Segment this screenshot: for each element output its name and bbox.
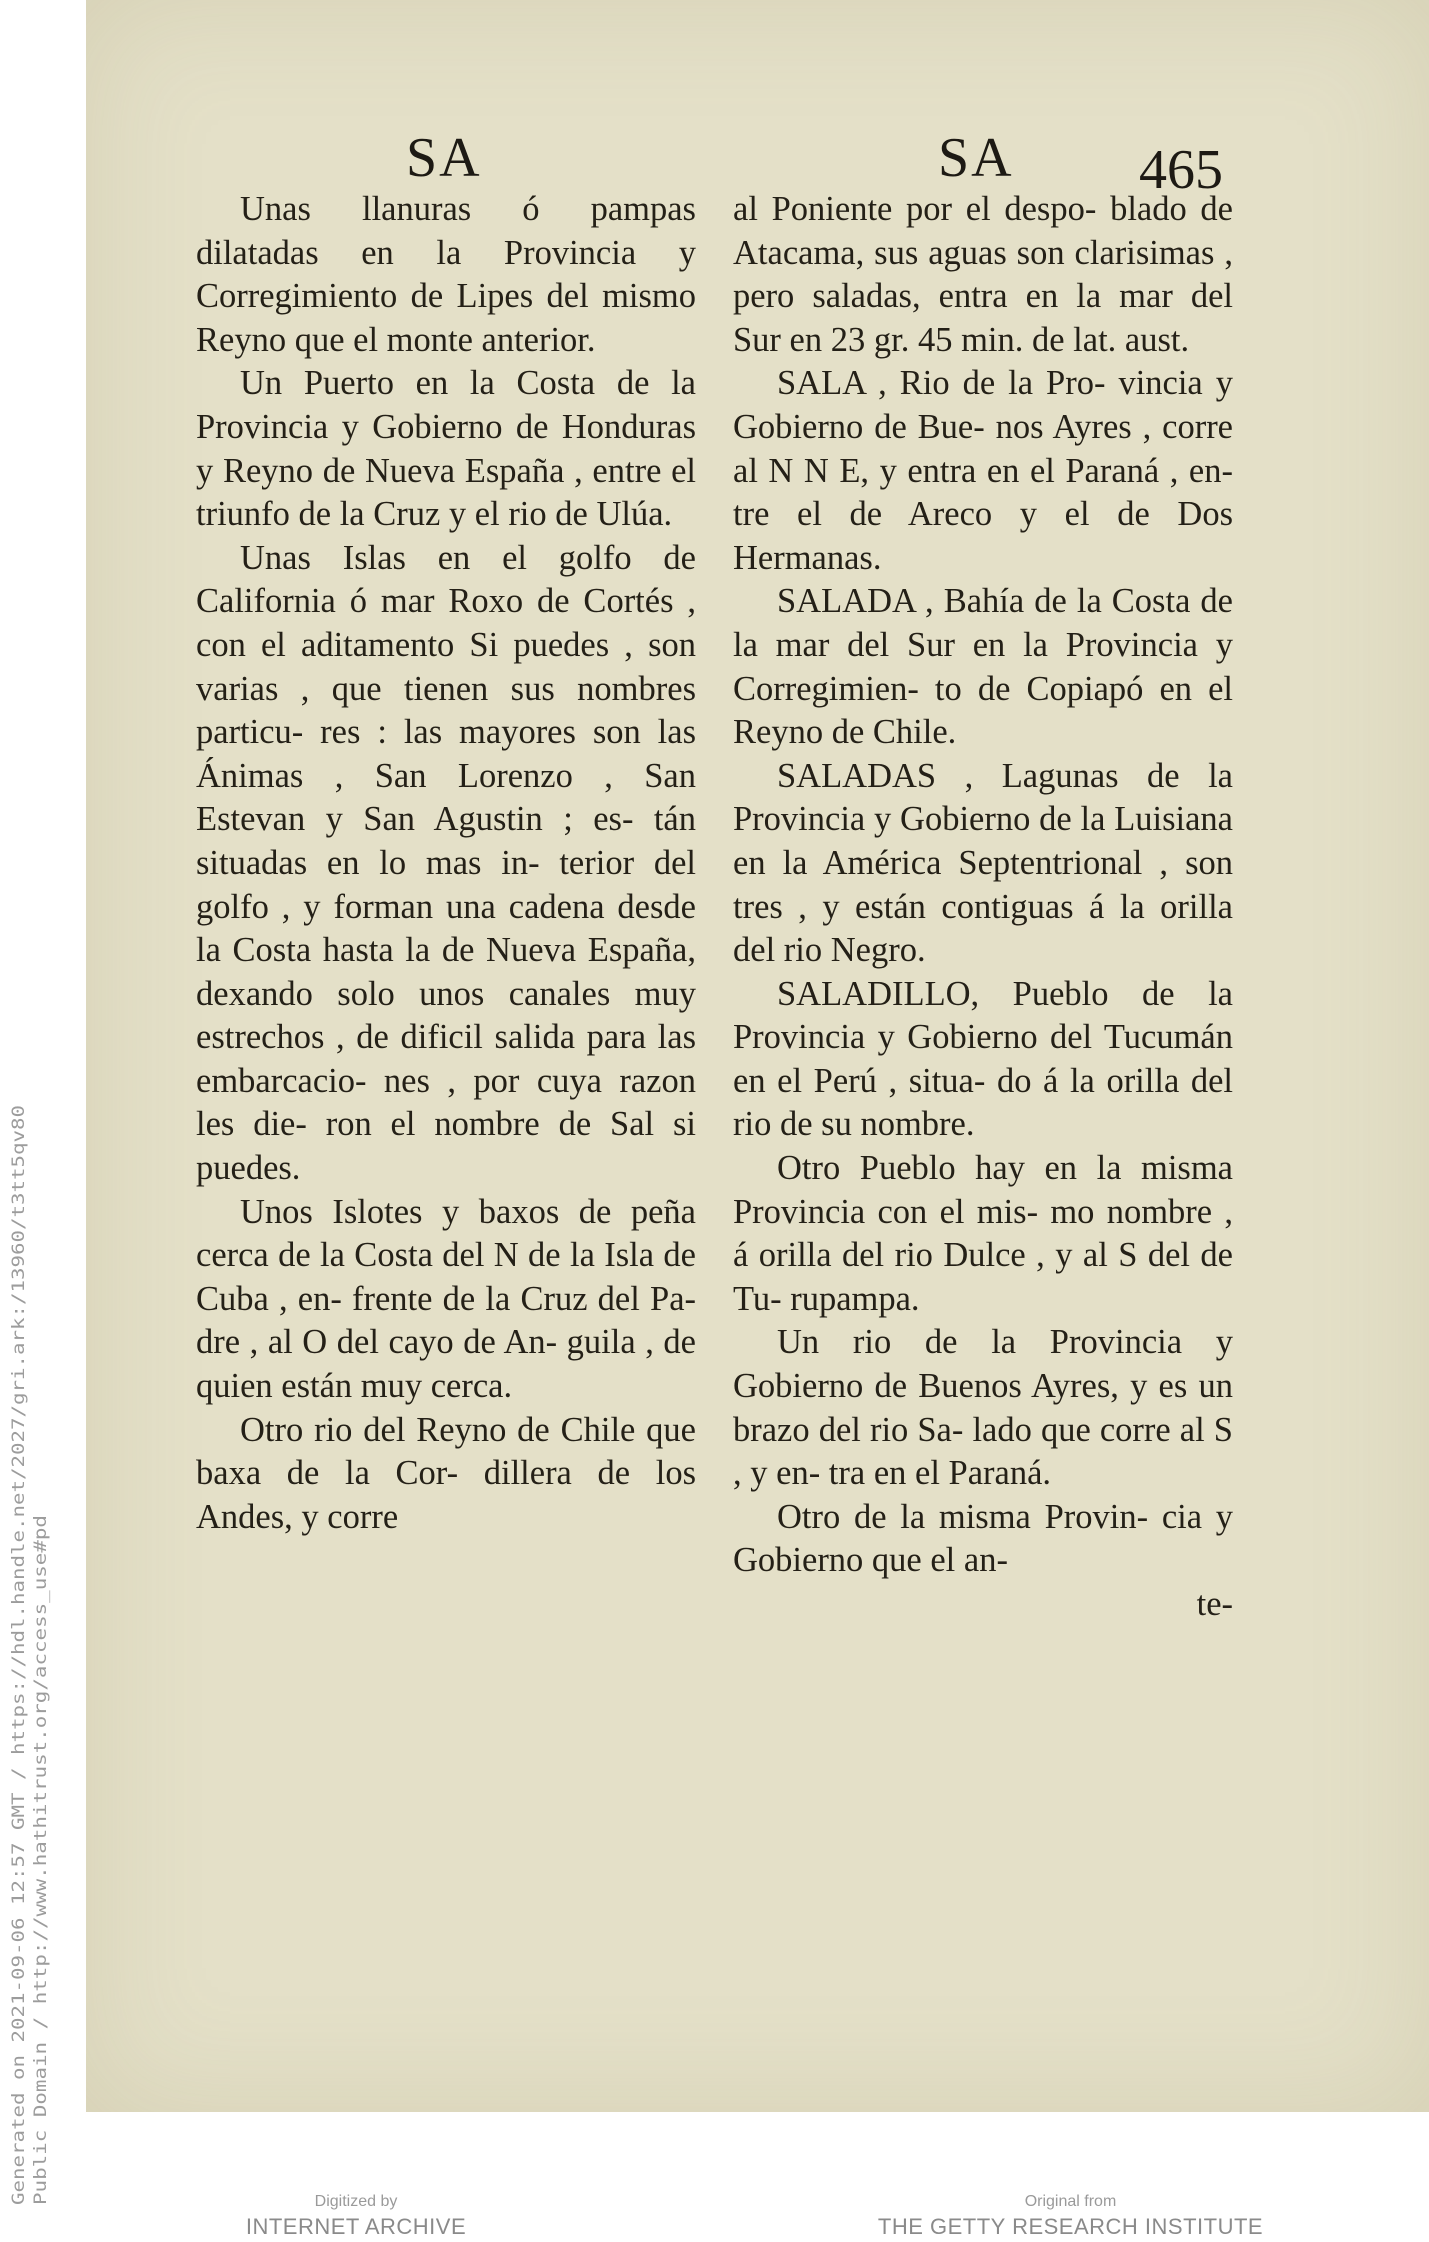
entry-saladillo: SALADILLO, Pueblo de la Provincia y Gobierno del Tucumán en el Perú , situa- do á la orilla del rio de su nombre. bbox=[733, 974, 1233, 1144]
watermark-line-1: Generated on 2021-09-06 12:57 GMT / https://hdl.handle.net/2027/gri.ark:/13960/t3tt5qv80 bbox=[9, 1330, 28, 2205]
entry-sala: SALA , Rio de la Pro- vincia y Gobierno de Bue- nos Ayres , corre al N N E, y entra en el Paraná , en- tre el de Areco y el de Dos Hermanas. bbox=[733, 364, 1233, 577]
catchword: te- bbox=[1196, 1585, 1233, 1623]
paragraph: Otro rio del Reyno de Chile que baxa de la Cor- dillera de los Andes, y corre bbox=[196, 1410, 696, 1536]
getty-institute-label: THE GETTY RESEARCH INSTITUTE bbox=[877, 2214, 1264, 2239]
page-number: 465 bbox=[1139, 139, 1223, 201]
paragraph: Unos Islotes y baxos de peña cerca de la Costa del N de la Isla de Cuba , en- frente de la Cruz del Pa- dre , al O del cayo de An- guila , de quien están muy cerca. bbox=[196, 1192, 696, 1406]
original-from-credit bbox=[712, 2192, 1429, 2242]
paragraph: Otro de la misma Provin- cia y Gobierno que el an- bbox=[733, 1497, 1233, 1580]
paragraph: Otro Pueblo hay en la misma Provincia con el mis- mo nombre , á orilla del rio Dulce , y al S del de Tu- rupampa. bbox=[733, 1149, 1233, 1318]
left-text-column bbox=[196, 188, 696, 1539]
paragraph: Unas llanuras ó pampas dilatadas en la Provincia y Corregimiento de Lipes del mismo Reyno que el monte anterior. bbox=[196, 190, 696, 359]
entry-salada: SALADA , Bahía de la Costa de la mar del Sur en la Provincia y Corregimien- to de Copiapó en el Reyno de Chile. bbox=[733, 582, 1233, 752]
original-from-label: Original from bbox=[1024, 2193, 1117, 2210]
paragraph: Unas Islas en el golfo de California ó mar Roxo de Cortés , con el aditamento Si puedes , son varias , que tienen sus nombres particu- res : las mayores son las Ánimas , San Lorenzo , San Estevan y San Agustin ; es- tán situadas en lo mas in- terior del golfo , y forman una cadena desde la Costa hasta la de Nueva España, dexando solo unos canales muy estrechos , de dificil salida para las embarcacio- nes , por cuya razon les die- ron el nombre de Sal si puedes. bbox=[196, 538, 696, 1188]
right-text-column bbox=[733, 188, 1233, 1627]
entry-saladas: SALADAS , Lagunas de la Provincia y Gobierno de la Luisiana en la América Septentrional , son tres , y están contiguas á la orilla del rio Negro. bbox=[733, 756, 1233, 970]
digitized-by-credit bbox=[0, 2192, 712, 2242]
running-header-left: SA bbox=[406, 127, 482, 189]
running-header-right: SA bbox=[938, 127, 1014, 189]
watermark-line-2: Public Domain / http://www.hathitrust.org/access_use#pd bbox=[31, 1658, 50, 2205]
paragraph: Un Puerto en la Costa de la Provincia y Gobierno de Honduras y Reyno de Nueva España , entre el triunfo de la Cruz y el rio de Ulúa. bbox=[196, 364, 696, 534]
internet-archive-label: INTERNET ARCHIVE bbox=[245, 2214, 467, 2239]
hathitrust-watermark bbox=[4, 1100, 74, 2210]
digitized-by-label: Digitized by bbox=[314, 2193, 398, 2210]
book-page bbox=[86, 0, 1429, 2112]
paragraph: Un rio de la Provincia y Gobierno de Buenos Ayres, y es un brazo del rio Sa- lado que corre al S , y en- tra en el Paraná. bbox=[733, 1323, 1233, 1493]
paragraph-continued: al Poniente por el despo- blado de Atacama, sus aguas son clarisimas , pero saladas, entra en la mar del Sur en 23 gr. 45 min. de lat. aust. bbox=[733, 190, 1233, 359]
